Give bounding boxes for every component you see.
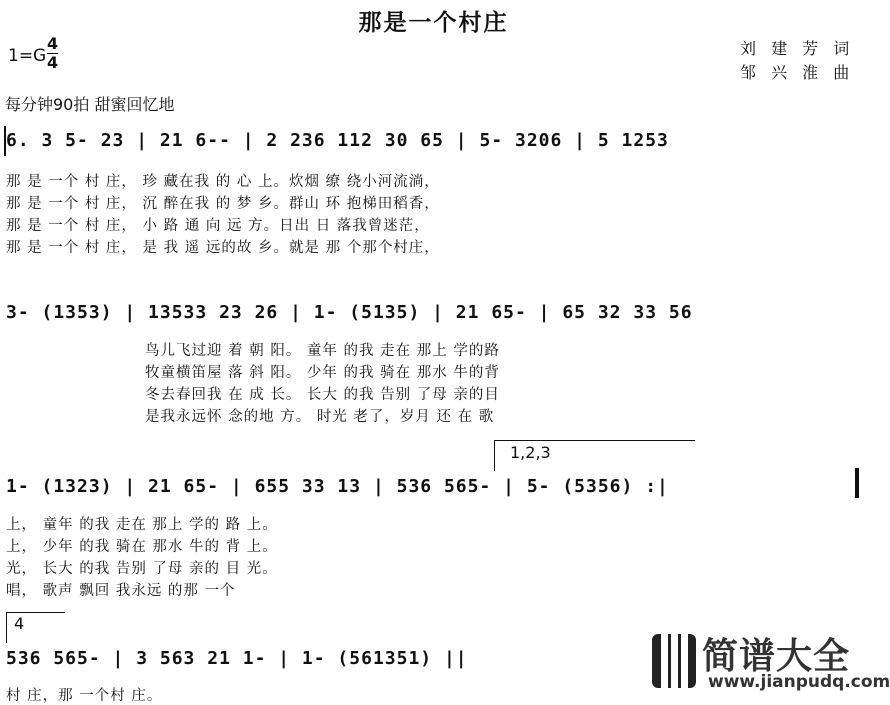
system-2-notes: 3- (1353) | 13533 23 26 | 1- (5135) | 21 65- | 65 32 33 56: [6, 302, 693, 323]
time-signature-top: 4: [47, 34, 59, 53]
volta-label-1: 1,2,3: [510, 443, 551, 462]
system-1-lyric-verse-4: 那 是 一个 村 庄， 是 我 遥 远的故 乡。就是 那 个那个村庄，: [6, 240, 440, 256]
system-3-lyric-verse-1: 上， 童年 的我 走在 那上 学的 路 上。: [6, 517, 278, 533]
system-3-lyric-verse-3: 光， 长大 的我 告别 了母 亲的 目 光。: [6, 561, 278, 577]
watermark-text: 简谱大全: [702, 636, 851, 677]
system-4-lyric: 村 庄，那 一个村 庄。: [6, 688, 163, 704]
volta-label-2: 4: [14, 614, 25, 633]
system-1-lyric-verse-3: 那 是 一个 村 庄， 小 路 通 向 远 方。日出 日 落我曾迷茫，: [6, 218, 430, 234]
system-3-notes: 1- (1323) | 21 65- | 655 33 13 | 536 565- | 5- (5356) :|: [6, 476, 669, 497]
score-title: 那是一个村庄: [358, 10, 509, 36]
tempo-marking: 每分钟90拍 甜蜜回忆地: [5, 95, 175, 114]
time-signature-bottom: 4: [47, 53, 59, 72]
system-1-notes: 6. 3 5- 23 | 21 6-- | 2 236 112 30 65 | 5- 3206 | 5 1253: [6, 130, 669, 151]
system-3-lyric-verse-2: 上， 少年 的我 骑在 那水 牛的 背 上。: [6, 539, 278, 555]
system-2-lyric-verse-2: 牧童横笛屋 落 斜 阳。 少年 的我 骑在 那水 牛的背: [145, 365, 500, 381]
system-1-lyric-verse-2: 那 是 一个 村 庄， 沉 醉在我 的 梦 乡。群山 环 抱梯田稻香，: [6, 196, 440, 212]
time-signature: [47, 35, 58, 72]
system-1-lyric-verse-1: 那 是 一个 村 庄， 珍 藏在我 的 心 上。炊烟 缭 绕小河流淌，: [6, 174, 440, 190]
barline: [4, 126, 6, 156]
composer-credit: 邹 兴 淮 曲: [740, 63, 855, 82]
system-2-lyric-verse-1: 鸟儿飞过迎 着 朝 阳。 童年 的我 走在 那上 学的路: [145, 343, 500, 359]
system-2-lyric-verse-3: 冬去春回我 在 成 长。 长大 的我 告别 了母 亲的目: [145, 387, 500, 403]
watermark-url: www.jianpudq.com: [708, 672, 890, 692]
piano-keys-logo-icon: [652, 634, 696, 688]
lyricist-credit: 刘 建 芳 词: [740, 39, 855, 58]
key-signature: 1=G: [8, 46, 47, 66]
system-3-lyric-verse-4: 唱， 歌声 飘回 我永远 的那 一个: [6, 583, 236, 599]
repeat-barline: [855, 468, 859, 498]
system-4-notes: 536 565- | 3 563 21 1- | 1- (561351) ||: [6, 648, 468, 669]
system-2-lyric-verse-4: 是我永远怀 念的地 方。 时光 老了，岁月 还 在 歌: [145, 409, 495, 425]
